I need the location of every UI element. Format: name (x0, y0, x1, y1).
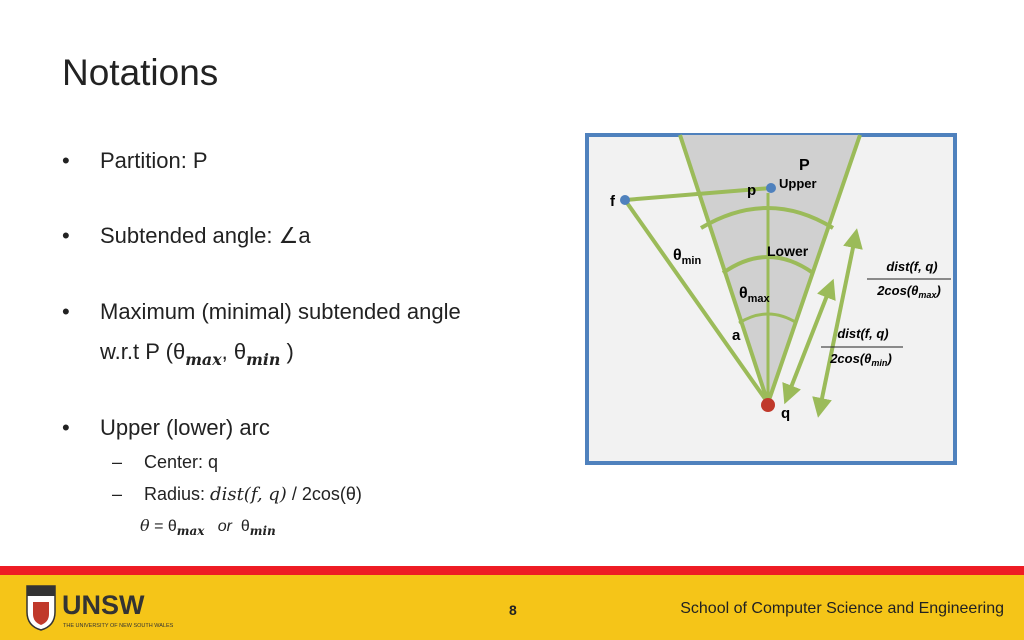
partition-figure (585, 133, 960, 469)
formula-top-numerator: dist(f, q) (886, 259, 938, 274)
wrt-prefix: w.r.t P (θ (100, 339, 186, 364)
bullet-marker: • (62, 299, 70, 324)
bullet-text: Partition: P (100, 148, 208, 173)
footer-red-bar (0, 566, 1024, 575)
bullet-text: Upper (lower) arc (100, 415, 270, 440)
label-p: p (747, 182, 757, 199)
theta-min-sub: min (249, 524, 276, 538)
separator: , θ (221, 339, 247, 364)
sub-bullet-text (144, 484, 362, 505)
point-q (761, 398, 775, 412)
bullet-text: Maximum (minimal) subtended angle (100, 299, 461, 324)
formula-top-denominator: $2\cos(\theta_{max})$ (877, 283, 941, 300)
point-p (766, 183, 776, 193)
label-a: a (732, 327, 741, 344)
unsw-logo (25, 584, 175, 637)
radius-math: dist(f, q) (210, 484, 287, 505)
label-P: P (799, 157, 810, 174)
label-upper: Upper (779, 176, 817, 191)
school-name: School of Computer Science and Engineering (680, 600, 1004, 617)
label-theta-max: $\theta_{max}$ (739, 285, 770, 305)
bullet-text: Subtended angle: ∠a (100, 223, 311, 248)
radius-label: Radius: (144, 484, 211, 504)
subscript-max: max (185, 350, 222, 369)
theta-eq: = θ (149, 518, 177, 535)
logo-subtext: THE UNIVERSITY OF NEW SOUTH WALES (63, 623, 174, 629)
sub-bullet-text: Center: q (144, 452, 219, 472)
point-f (620, 195, 630, 205)
theta-definition (140, 516, 276, 536)
subscript-min: min (246, 350, 281, 369)
footer (0, 575, 1024, 640)
formula-bottom-numerator: dist(f, q) (837, 326, 889, 341)
theta-symbol: θ (140, 516, 150, 535)
close-paren: ) (280, 339, 294, 364)
bullet-marker: • (62, 148, 70, 173)
label-lower: Lower (767, 243, 809, 259)
formula-bottom-denominator: $2\cos(\theta_{min})$ (830, 351, 892, 368)
theta2-symbol: θ (240, 518, 250, 535)
bullet-marker: • (62, 223, 70, 248)
bullet-marker: • (62, 415, 70, 440)
label-theta-min: $\theta_{min}$ (673, 247, 702, 267)
sub-bullet-marker: – (112, 452, 123, 472)
theta-or: or (217, 518, 232, 535)
logo-text: UNSW (62, 590, 145, 620)
label-f: f (610, 193, 615, 210)
theta-max-sub: max (176, 524, 205, 538)
page-number: 8 (509, 602, 517, 618)
sub-bullet-marker: – (112, 484, 123, 504)
slide-title: Notations (62, 52, 219, 93)
bullet-text-line2 (100, 339, 294, 369)
label-q: q (781, 405, 791, 422)
radius-rest: / 2cos(θ) (286, 484, 362, 504)
